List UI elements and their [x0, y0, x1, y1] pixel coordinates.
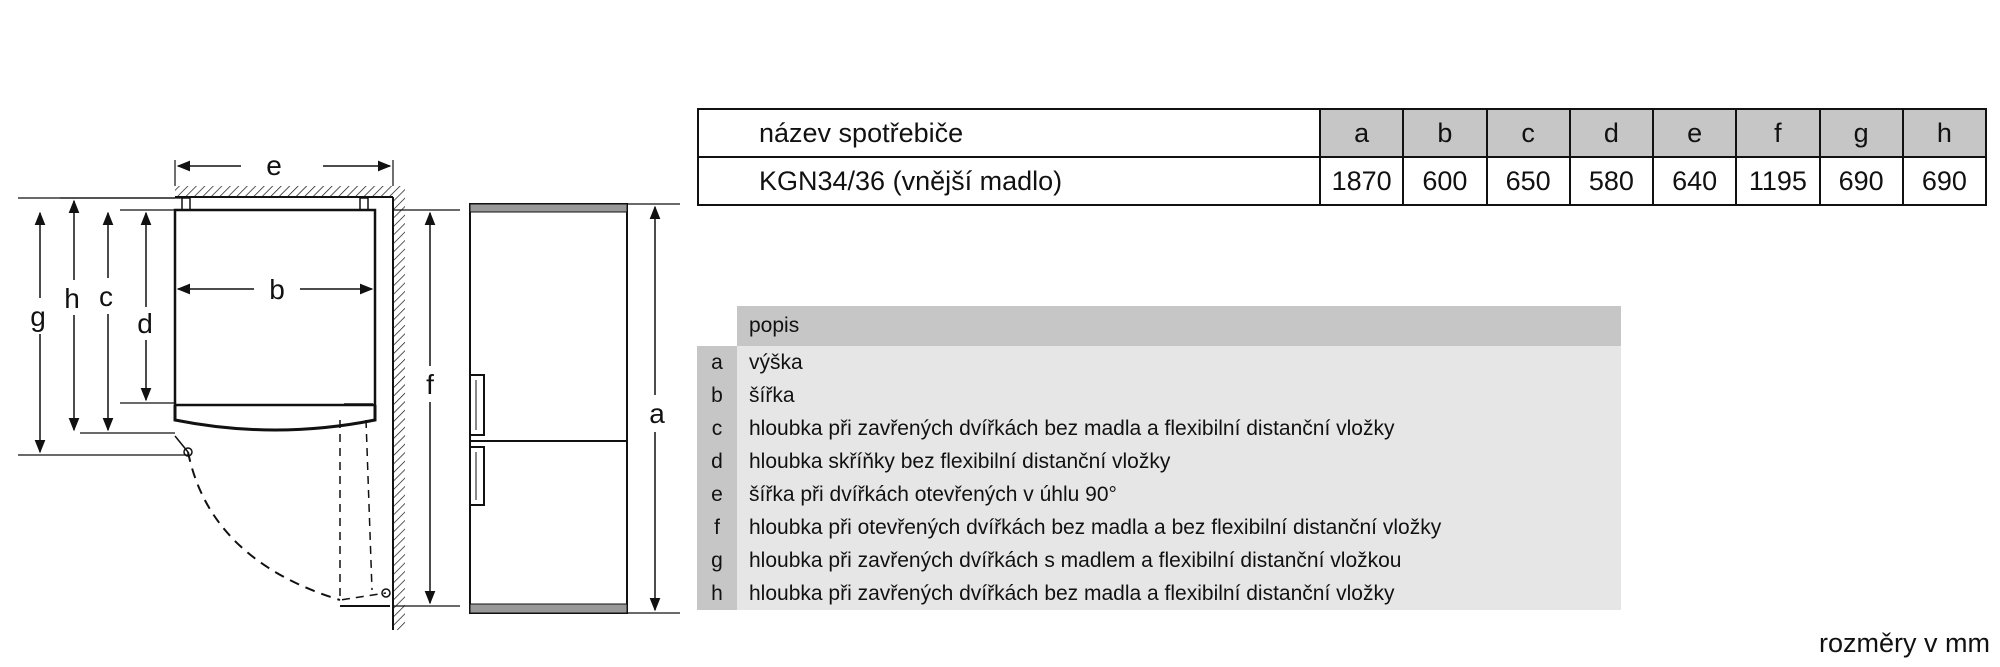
table-row	[698, 157, 1986, 205]
list-item	[697, 346, 1621, 379]
list-item	[697, 412, 1621, 445]
label-b: b	[269, 274, 285, 305]
value-e: 640	[1653, 157, 1736, 205]
value-d: 580	[1570, 157, 1653, 205]
label-e: e	[266, 150, 282, 181]
value-a: 1870	[1320, 157, 1403, 205]
value-b: 600	[1403, 157, 1486, 205]
label-c: c	[99, 281, 113, 312]
column-header-f: f	[1736, 109, 1819, 157]
list-item	[697, 511, 1621, 544]
legend-header: popis	[737, 306, 1621, 346]
dimensions-table	[697, 108, 1987, 206]
legend-key: h	[697, 577, 737, 610]
label-d: d	[137, 308, 153, 339]
legend-text: hloubka při zavřených dvířkách s madlem a flexibilní distanční vložkou	[737, 544, 1621, 577]
appliance-name-header: název spotřebiče	[698, 109, 1320, 157]
column-header-e: e	[1653, 109, 1736, 157]
legend-key: b	[697, 379, 737, 412]
legend-key: f	[697, 511, 737, 544]
legend-text: hloubka skříňky bez flexibilní distanční vložky	[737, 445, 1621, 478]
appliance-name: KGN34/36 (vnější madlo)	[698, 157, 1320, 205]
label-g: g	[30, 301, 46, 332]
legend-key: d	[697, 445, 737, 478]
label-f: f	[426, 369, 434, 400]
column-header-d: d	[1570, 109, 1653, 157]
value-h: 690	[1903, 157, 1986, 205]
label-h: h	[64, 283, 80, 314]
list-item	[697, 544, 1621, 577]
legend-key: c	[697, 412, 737, 445]
legend-key: e	[697, 478, 737, 511]
value-c: 650	[1487, 157, 1570, 205]
column-header-g: g	[1820, 109, 1903, 157]
list-item	[697, 379, 1621, 412]
legend-header-spacer	[697, 306, 737, 346]
column-header-a: a	[1320, 109, 1403, 157]
legend-text: hloubka při otevřených dvířkách bez madla a bez flexibilní distanční vložky	[737, 511, 1621, 544]
column-header-c: c	[1487, 109, 1570, 157]
list-item	[697, 577, 1621, 610]
legend-table	[697, 306, 1621, 610]
list-item	[697, 478, 1621, 511]
units-note: rozměry v mm	[1819, 628, 1990, 658]
legend-key: a	[697, 346, 737, 379]
fridge-top-view	[175, 198, 390, 606]
value-g: 690	[1820, 157, 1903, 205]
legend-key: g	[697, 544, 737, 577]
list-item	[697, 445, 1621, 478]
value-f: 1195	[1736, 157, 1819, 205]
column-header-b: b	[1403, 109, 1486, 157]
legend-text: výška	[737, 346, 1621, 379]
label-a: a	[649, 398, 665, 429]
legend-header-row	[697, 306, 1621, 346]
fridge-side-view	[470, 204, 627, 613]
fridge-dimension-drawing	[0, 0, 720, 667]
dimensions-header-row	[698, 109, 1986, 157]
column-header-h: h	[1903, 109, 1986, 157]
legend-text: šířka	[737, 379, 1621, 412]
legend-text: hloubka při zavřených dvířkách bez madla a flexibilní distanční vložky	[737, 412, 1621, 445]
legend-text: hloubka při zavřených dvířkách bez madla a flexibilní distanční vložky	[737, 577, 1621, 610]
legend-text: šířka při dvířkách otevřených v úhlu 90°	[737, 478, 1621, 511]
